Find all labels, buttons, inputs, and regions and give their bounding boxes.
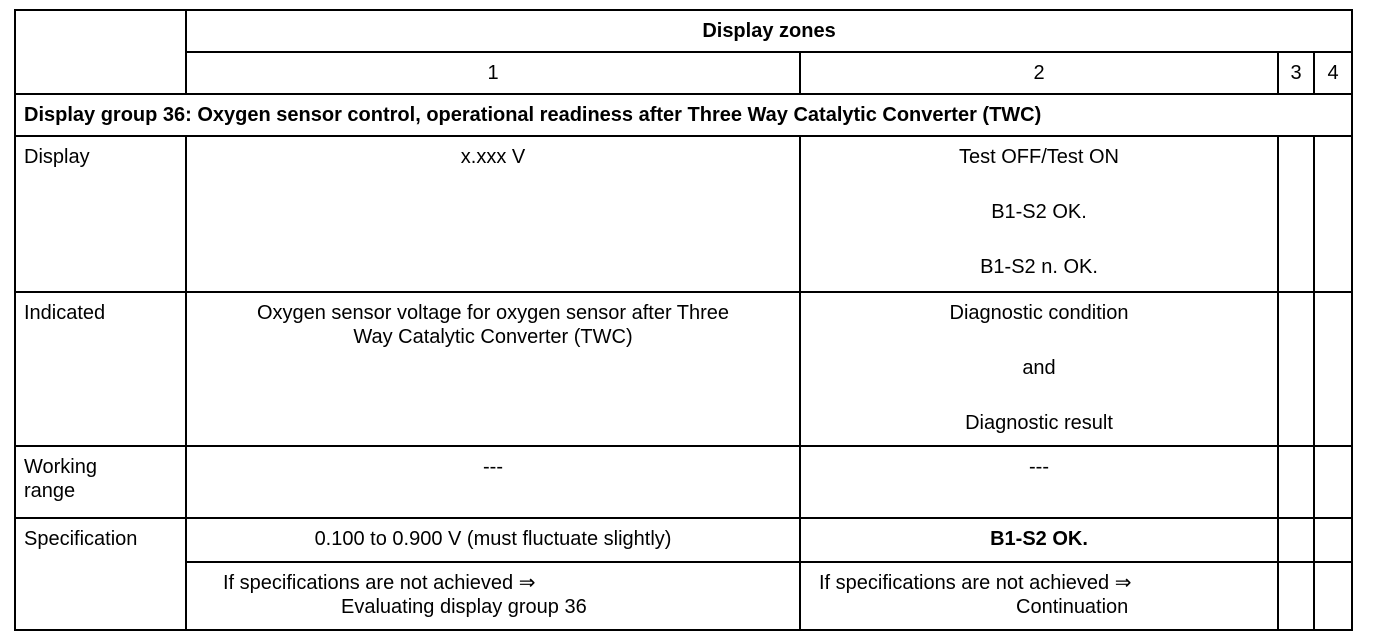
notes-zone-4-cell [1314,562,1352,630]
indicated-zone-1-value [186,292,800,446]
indicated-zone-2-line: Diagnostic result [965,412,1113,434]
display-group-title: Display group 36: Oxygen sensor control, operational readiness after Three Way Catalytic Converter (TWC) [15,94,1352,136]
display-zone-2-line: B1-S2 n. OK. [980,256,1098,278]
display-zone-2-values [800,136,1278,292]
row-label-specification: Specification [15,518,186,630]
zone-2-note [800,562,1278,630]
indicated-zone-2-line: Diagnostic condition [949,302,1129,324]
zone-4-header: 4 [1314,52,1352,94]
row-label-display: Display [15,136,186,292]
display-zone-2-line: Test OFF/Test ON [958,146,1120,168]
corner-cell [15,10,186,94]
indicated-zone-4-cell [1314,292,1352,446]
table-row-indicated [15,292,1352,446]
indicated-zone-2-line: and [1022,357,1056,379]
zone-1-note [186,562,800,630]
display-zone-2-line: B1-S2 OK. [991,201,1087,223]
continuation-link[interactable]: Continuation [1016,596,1129,618]
row-label-working-range [15,446,186,518]
working-range-zone-2-value: --- [800,446,1278,518]
specification-zone-4-cell [1314,518,1352,562]
table-row-specification [15,518,1352,562]
table-row-working-range [15,446,1352,518]
working-range-zone-1-value: --- [186,446,800,518]
specification-zone-3-cell [1278,518,1314,562]
zone-2-header: 2 [800,52,1278,94]
display-zone-3-cell [1278,136,1314,292]
row-label-indicated: Indicated [15,292,186,446]
indicated-zone-3-cell [1278,292,1314,446]
specification-zone-1-value: 0.100 to 0.900 V (must fluctuate slightly) [186,518,800,562]
table-row-notes [15,562,1352,630]
table-row-display [15,136,1352,292]
working-range-zone-4-cell [1314,446,1352,518]
evaluating-display-group-link[interactable]: Evaluating display group 36 [341,596,587,618]
notes-zone-3-cell [1278,562,1314,630]
display-zones-table [14,9,1353,631]
zone-3-header: 3 [1278,52,1314,94]
display-zone-1-value: x.xxx V [186,136,800,292]
zone-2-note-line: If specifications are not achieved ⇒ [819,572,1132,594]
indicated-zone-2-values [800,292,1278,446]
zone-1-header: 1 [186,52,800,94]
working-range-zone-3-cell [1278,446,1314,518]
zone-1-note-line: If specifications are not achieved ⇒ [223,572,536,594]
display-zone-4-cell [1314,136,1352,292]
indicated-zone-1-line: Way Catalytic Converter (TWC) [353,326,633,348]
working-range-label-line: Working [24,456,97,478]
indicated-zone-1-line: Oxygen sensor voltage for oxygen sensor after Three [256,302,730,324]
specification-zone-2-value: B1-S2 OK. [800,518,1278,562]
display-zones-title: Display zones [186,10,1352,52]
working-range-label-line: range [24,480,76,502]
